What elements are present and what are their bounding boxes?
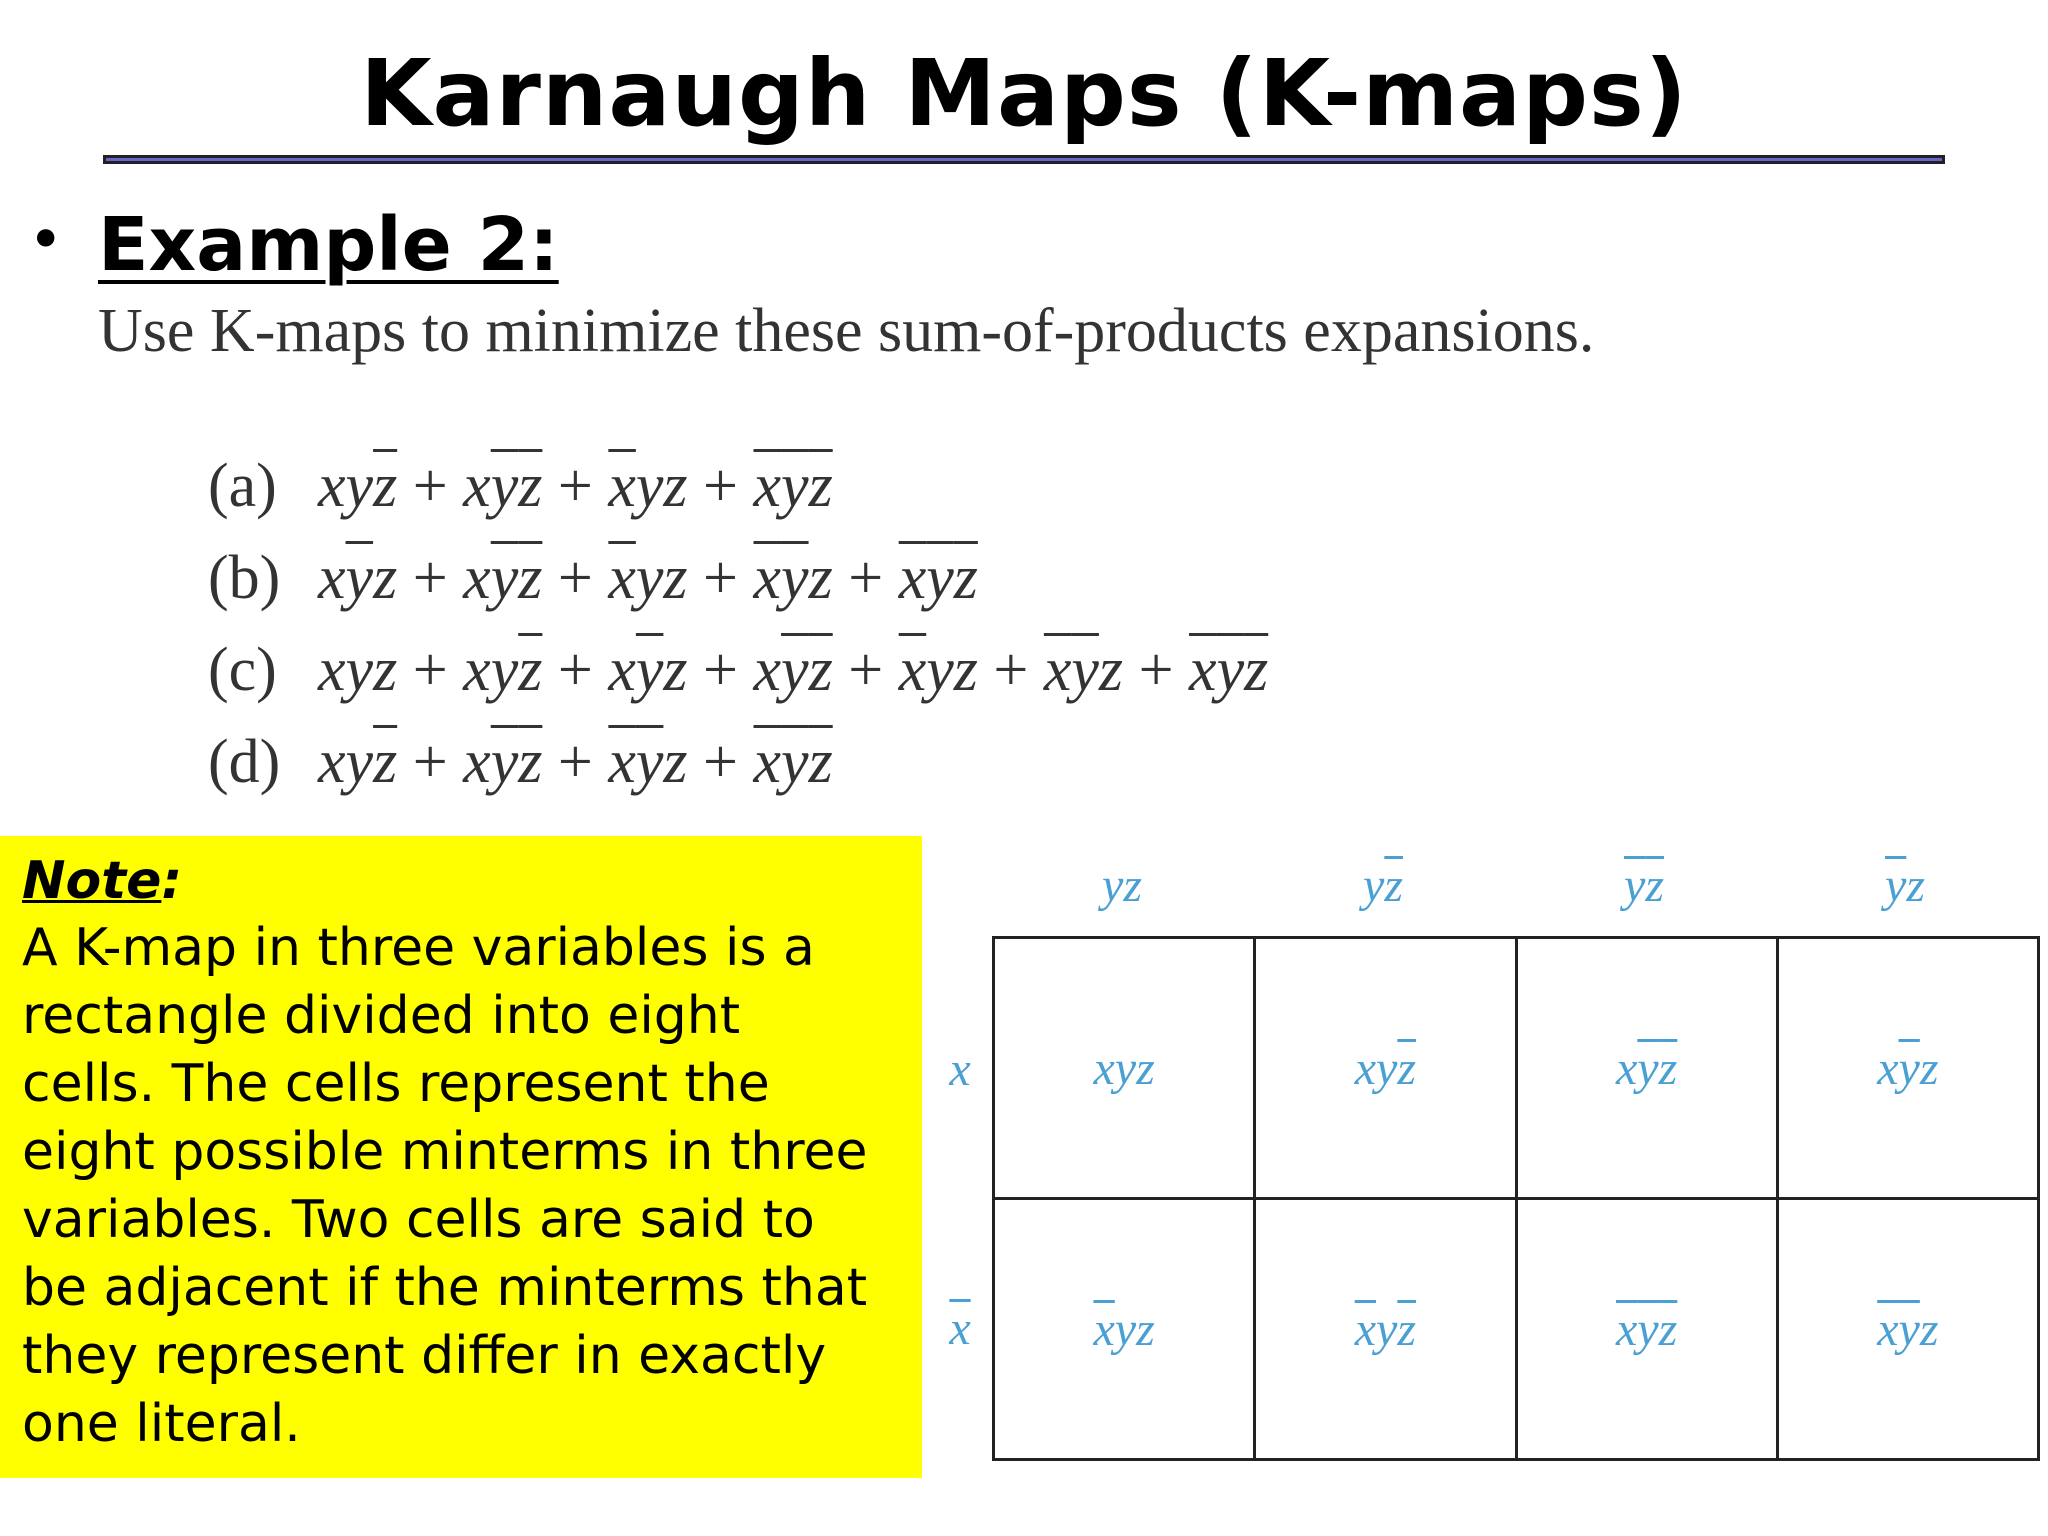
expression-row xyxy=(208,440,1268,532)
complemented-literal: $\overline{y}$ xyxy=(1898,1041,1920,1095)
complemented-literal: $\overline{y}$ xyxy=(1637,1302,1659,1356)
literal: y xyxy=(635,544,664,612)
literal: y xyxy=(490,636,519,704)
complemented-literal: $\overline{x}$ xyxy=(753,544,782,612)
expression-label: (c) xyxy=(208,636,277,704)
complemented-literal: $\overline{y}$ xyxy=(781,728,809,796)
complemented-literal: $\overline{x}$ xyxy=(753,728,782,796)
kmap-cell xyxy=(1777,1199,2038,1460)
complemented-literal: $\overline{z}$ xyxy=(808,728,833,796)
literal: z xyxy=(663,452,688,520)
literal: y xyxy=(926,636,954,704)
note-title-label: Note xyxy=(22,851,162,911)
complemented-literal: $\overline{x}$ xyxy=(608,728,636,796)
plus-operator: + xyxy=(1123,636,1190,704)
expression-row xyxy=(208,716,1268,808)
complemented-literal: $\overline{y}$ xyxy=(635,728,664,796)
literal: x xyxy=(463,728,491,796)
product-term xyxy=(899,636,978,704)
product-term xyxy=(318,544,397,612)
kmap-cell xyxy=(1255,1199,1516,1460)
complemented-literal: $\overline{z}$ xyxy=(1645,859,1664,912)
expression-label: (b) xyxy=(208,544,281,612)
plus-operator: + xyxy=(687,728,754,796)
note-box xyxy=(0,836,922,1478)
literal: x xyxy=(318,452,346,520)
literal: y xyxy=(1114,1041,1137,1095)
complemented-literal: $\overline{x}$ xyxy=(1615,1302,1638,1356)
kmap-cell xyxy=(1516,938,1777,1199)
product-term xyxy=(899,544,978,612)
complemented-literal: $\overline{x}$ xyxy=(1093,1302,1115,1356)
kmap-grid xyxy=(992,936,2040,1461)
complemented-literal: $\overline{y}$ xyxy=(926,544,954,612)
product-term xyxy=(754,728,833,796)
kmap-row-header xyxy=(930,1043,990,1096)
instruction-text: Use K-maps to minimize these sum-of-products expansions. xyxy=(98,297,1595,365)
complemented-literal: $\overline{z}$ xyxy=(518,636,543,704)
complemented-literal: $\overline{y}$ xyxy=(781,452,809,520)
complemented-literal: $\overline{z}$ xyxy=(1658,1302,1678,1356)
literal: y xyxy=(345,728,374,796)
kmap-cell xyxy=(994,938,1255,1199)
complemented-literal: $\overline{x}$ xyxy=(898,636,927,704)
literal: z xyxy=(663,544,688,612)
plus-operator: + xyxy=(542,728,609,796)
complemented-literal: $\overline{z}$ xyxy=(953,544,978,612)
expression-list xyxy=(208,440,1268,808)
complemented-literal: $\overline{z}$ xyxy=(1658,1041,1678,1095)
kmap-col-header xyxy=(1253,859,1513,912)
plus-operator: + xyxy=(397,728,464,796)
note-title xyxy=(22,850,902,912)
literal: z xyxy=(663,636,688,704)
complemented-literal: $\overline{x}$ xyxy=(753,452,782,520)
plus-operator: + xyxy=(542,544,609,612)
product-term xyxy=(463,452,542,520)
title-divider xyxy=(103,155,1945,164)
complemented-literal: $\overline{z}$ xyxy=(1397,1041,1417,1095)
complemented-literal: $\overline{z}$ xyxy=(1384,859,1403,912)
product-term xyxy=(463,728,542,796)
expression-label: (d) xyxy=(208,728,281,796)
literal: z xyxy=(1123,859,1142,912)
literal: x xyxy=(608,636,636,704)
plus-operator: + xyxy=(832,636,899,704)
product-term xyxy=(463,636,542,704)
product-term xyxy=(318,636,397,704)
kmap-row xyxy=(994,1199,2039,1460)
product-term xyxy=(608,636,687,704)
plus-operator: + xyxy=(397,636,464,704)
kmap-diagram xyxy=(930,850,2040,1470)
bullet-marker: • xyxy=(28,205,64,275)
plus-operator: + xyxy=(977,636,1044,704)
product-term xyxy=(608,544,687,612)
plus-operator: + xyxy=(687,544,754,612)
literal: z xyxy=(1919,1041,1939,1095)
literal: x xyxy=(1093,1041,1115,1095)
expression xyxy=(318,636,1268,704)
complemented-literal: $\overline{x}$ xyxy=(949,1302,971,1355)
literal: z xyxy=(1906,859,1925,912)
literal: z xyxy=(373,636,398,704)
complemented-literal: $\overline{y}$ xyxy=(345,544,374,612)
plus-operator: + xyxy=(397,544,464,612)
note-line: cells. The cells represent the xyxy=(22,1054,770,1115)
note-line: rectangle divided into eight xyxy=(22,986,741,1047)
literal: y xyxy=(1363,859,1385,912)
expression xyxy=(318,452,833,520)
kmap-col-header xyxy=(992,859,1252,912)
literal: z xyxy=(1136,1302,1155,1356)
literal: y xyxy=(1376,1041,1398,1095)
product-term xyxy=(608,452,687,520)
literal: x xyxy=(1615,1041,1638,1095)
complemented-literal: $\overline{x}$ xyxy=(1877,1302,1899,1356)
complemented-literal: $\overline{z}$ xyxy=(518,452,543,520)
note-line: be adjacent if the minterms that xyxy=(22,1258,868,1319)
complemented-literal: $\overline{z}$ xyxy=(373,452,398,520)
note-text xyxy=(22,914,902,1458)
literal: z xyxy=(953,636,978,704)
literal: x xyxy=(463,452,491,520)
literal: y xyxy=(1376,1302,1398,1356)
literal: y xyxy=(635,452,664,520)
complemented-literal: $\overline{z}$ xyxy=(518,544,543,612)
literal: z xyxy=(373,544,398,612)
literal: x xyxy=(318,636,346,704)
complemented-literal: $\overline{y}$ xyxy=(490,728,519,796)
plus-operator: + xyxy=(542,452,609,520)
kmap-col-header xyxy=(1775,859,2035,912)
plus-operator: + xyxy=(832,544,899,612)
plus-operator: + xyxy=(687,636,754,704)
product-term xyxy=(318,452,397,520)
kmap-cell xyxy=(1255,938,1516,1199)
literal: x xyxy=(753,636,782,704)
literal: z xyxy=(1919,1302,1939,1356)
complemented-literal: $\overline{y}$ xyxy=(1216,636,1245,704)
complemented-literal: $\overline{z}$ xyxy=(1397,1302,1417,1356)
plus-operator: + xyxy=(542,636,609,704)
expression-row xyxy=(208,532,1268,624)
kmap-cell xyxy=(1777,938,2038,1199)
kmap-row-header xyxy=(930,1302,990,1355)
literal: x xyxy=(318,728,346,796)
example-heading: Example 2: xyxy=(98,202,559,288)
problem-statement xyxy=(98,297,1595,796)
literal: z xyxy=(1098,636,1124,704)
product-term xyxy=(754,636,833,704)
literal: x xyxy=(463,544,491,612)
slide-title: Karnaugh Maps (K-maps) xyxy=(360,40,1688,147)
product-term xyxy=(463,544,542,612)
complemented-literal: $\overline{x}$ xyxy=(608,452,636,520)
kmap-row xyxy=(994,938,2039,1199)
plus-operator: + xyxy=(397,452,464,520)
complemented-literal: $\overline{x}$ xyxy=(1354,1302,1377,1356)
complemented-literal: $\overline{y}$ xyxy=(1071,636,1099,704)
kmap-cell xyxy=(994,1199,1255,1460)
complemented-literal: $\overline{y}$ xyxy=(781,544,809,612)
expression-label: (a) xyxy=(208,452,277,520)
complemented-literal: $\overline{x}$ xyxy=(1189,636,1217,704)
complemented-literal: $\overline{y}$ xyxy=(1624,859,1646,912)
complemented-literal: $\overline{x}$ xyxy=(898,544,927,612)
product-term xyxy=(754,452,833,520)
expression-row xyxy=(208,624,1268,716)
complemented-literal: $\overline{x}$ xyxy=(608,544,636,612)
note-line: one literal. xyxy=(22,1394,301,1455)
kmap-col-header xyxy=(1514,859,1774,912)
literal: y xyxy=(345,636,374,704)
complemented-literal: $\overline{y}$ xyxy=(490,452,519,520)
note-line: eight possible minterms in three xyxy=(22,1122,868,1183)
complemented-literal: $\overline{x}$ xyxy=(1043,636,1072,704)
product-term xyxy=(608,728,687,796)
literal: z xyxy=(1136,1041,1155,1095)
complemented-literal: $\overline{z}$ xyxy=(808,452,833,520)
literal: y xyxy=(1114,1302,1137,1356)
literal: x xyxy=(463,636,491,704)
complemented-literal: $\overline{y}$ xyxy=(1898,1302,1920,1356)
product-term xyxy=(1044,636,1123,704)
complemented-literal: $\overline{z}$ xyxy=(518,728,543,796)
complemented-literal: $\overline{y}$ xyxy=(781,636,809,704)
complemented-literal: $\overline{z}$ xyxy=(373,728,398,796)
complemented-literal: $\overline{y}$ xyxy=(490,544,519,612)
complemented-literal: $\overline{y}$ xyxy=(1885,859,1907,912)
complemented-literal: $\overline{y}$ xyxy=(635,636,664,704)
literal: y xyxy=(345,452,374,520)
note-title-colon: : xyxy=(161,851,183,911)
expression xyxy=(318,544,978,612)
plus-operator: + xyxy=(687,452,754,520)
complemented-literal: $\overline{z}$ xyxy=(1244,636,1269,704)
note-line: they represent differ in exactly xyxy=(22,1326,827,1387)
literal: z xyxy=(663,728,688,796)
complemented-literal: $\overline{z}$ xyxy=(808,636,833,704)
literal: z xyxy=(808,544,833,612)
product-term xyxy=(1189,636,1268,704)
complemented-literal: $\overline{y}$ xyxy=(1637,1041,1659,1095)
literal: x xyxy=(949,1043,971,1096)
product-term xyxy=(754,544,833,612)
product-term xyxy=(318,728,397,796)
note-line: A K-map in three variables is a xyxy=(22,918,815,979)
literal: x xyxy=(1877,1041,1899,1095)
literal: x xyxy=(318,544,346,612)
literal: x xyxy=(1354,1041,1377,1095)
kmap-cell xyxy=(1516,1199,1777,1460)
note-line: variables. Two cells are said to xyxy=(22,1190,815,1251)
literal: y xyxy=(1102,859,1124,912)
expression xyxy=(318,728,833,796)
